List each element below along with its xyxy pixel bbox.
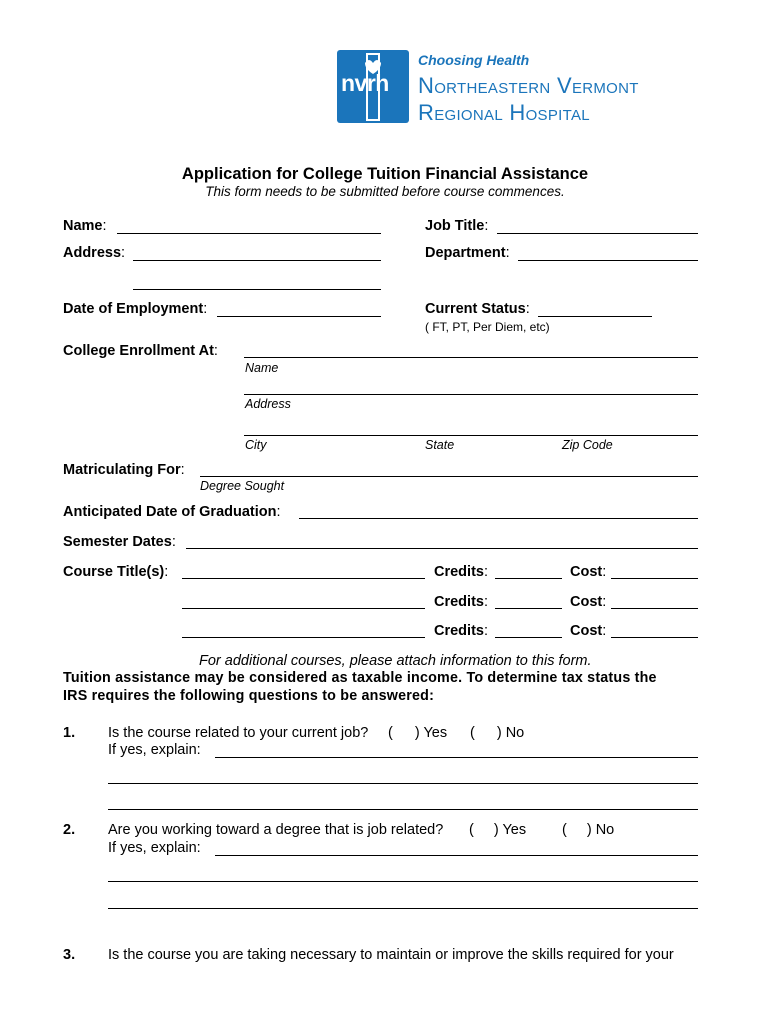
name-field[interactable] bbox=[117, 233, 381, 234]
college-enrollment-label: College Enrollment At: bbox=[63, 343, 218, 359]
question-1-no-option[interactable]: ( ) No bbox=[470, 725, 525, 741]
anticipated-graduation-label: Anticipated Date of Graduation: bbox=[63, 504, 281, 520]
question-2-explain-field[interactable] bbox=[215, 855, 698, 856]
current-status-field[interactable] bbox=[538, 316, 652, 317]
question-2-no-option[interactable]: ( ) No bbox=[562, 822, 615, 838]
question-2-explain-line2[interactable] bbox=[108, 881, 698, 882]
date-of-employment-label: Date of Employment: bbox=[63, 301, 208, 317]
question-1-explain-label: If yes, explain: bbox=[108, 742, 201, 758]
question-2-yes-option[interactable]: ( ) Yes bbox=[469, 822, 527, 838]
degree-sought-caption: Degree Sought bbox=[200, 479, 285, 493]
course-title-field-1[interactable] bbox=[182, 578, 425, 579]
current-status-hint: ( FT, PT, Per Diem, etc) bbox=[425, 320, 550, 334]
credits-field-1[interactable] bbox=[495, 578, 562, 579]
form-title: Application for College Tuition Financial Assistance bbox=[181, 165, 589, 183]
additional-courses-note: For additional courses, please attach information to this form. bbox=[199, 653, 592, 669]
question-1-yes-option[interactable]: ( ) Yes bbox=[388, 725, 448, 741]
department-field[interactable] bbox=[518, 260, 698, 261]
tax-notice-line2: IRS requires the following questions to be answered: bbox=[63, 688, 435, 704]
job-title-field[interactable] bbox=[497, 233, 698, 234]
matriculating-for-label: Matriculating For: bbox=[63, 462, 185, 478]
college-state-caption: State bbox=[425, 438, 455, 452]
hospital-logo-mark bbox=[337, 50, 409, 123]
cost-field-2[interactable] bbox=[611, 608, 698, 609]
tax-notice-line1: Tuition assistance may be considered as taxable income. To determine tax status the bbox=[63, 670, 657, 686]
logo-name-line2: Regional Hospital bbox=[418, 100, 590, 125]
credits-label-3: Credits: bbox=[434, 623, 488, 639]
question-2-number: 2. bbox=[63, 822, 76, 838]
credits-field-2[interactable] bbox=[495, 608, 562, 609]
credits-label-2: Credits: bbox=[434, 594, 488, 610]
address-field[interactable] bbox=[133, 260, 381, 261]
date-of-employment-field[interactable] bbox=[217, 316, 381, 317]
name-label: Name: bbox=[63, 218, 107, 234]
course-titles-label: Course Title(s): bbox=[63, 564, 169, 580]
question-3-number: 3. bbox=[63, 947, 76, 963]
college-city-state-zip-field[interactable] bbox=[244, 435, 698, 436]
logo-monogram: nvrh bbox=[341, 70, 389, 96]
current-status-label: Current Status: bbox=[425, 301, 530, 317]
logo-tagline: Choosing Health bbox=[418, 52, 530, 68]
question-1-number: 1. bbox=[63, 725, 76, 741]
address-field-line2[interactable] bbox=[133, 289, 381, 290]
question-1-text: Is the course related to your current job? bbox=[108, 725, 369, 741]
logo-name-line1: Northeastern Vermont bbox=[418, 73, 639, 98]
job-title-label: Job Title: bbox=[425, 218, 489, 234]
cost-label-2: Cost: bbox=[570, 594, 607, 610]
question-1-explain-line3[interactable] bbox=[108, 809, 698, 810]
college-name-field[interactable] bbox=[244, 357, 698, 358]
form-subtitle: This form needs to be submitted before course commences. bbox=[205, 184, 565, 199]
college-zip-caption: Zip Code bbox=[562, 438, 613, 452]
cost-label-3: Cost: bbox=[570, 623, 607, 639]
question-2-explain-line3[interactable] bbox=[108, 908, 698, 909]
question-1-explain-line2[interactable] bbox=[108, 783, 698, 784]
cost-field-1[interactable] bbox=[611, 578, 698, 579]
college-city-caption: City bbox=[245, 438, 267, 452]
cost-label-1: Cost: bbox=[570, 564, 607, 580]
question-2-text: Are you working toward a degree that is job related? bbox=[108, 822, 444, 838]
course-title-field-2[interactable] bbox=[182, 608, 425, 609]
college-address-caption: Address bbox=[245, 397, 291, 411]
semester-dates-field[interactable] bbox=[186, 548, 698, 549]
course-title-field-3[interactable] bbox=[182, 637, 425, 638]
credits-field-3[interactable] bbox=[495, 637, 562, 638]
cost-field-3[interactable] bbox=[611, 637, 698, 638]
semester-dates-label: Semester Dates: bbox=[63, 534, 176, 550]
matriculating-for-field[interactable] bbox=[200, 476, 698, 477]
college-name-caption: Name bbox=[245, 361, 279, 375]
address-label: Address: bbox=[63, 245, 126, 261]
question-3-text: Is the course you are taking necessary to maintain or improve the skills required for your bbox=[108, 947, 674, 963]
question-1-explain-field[interactable] bbox=[215, 757, 698, 758]
department-label: Department: bbox=[425, 245, 510, 261]
question-2-explain-label: If yes, explain: bbox=[108, 840, 201, 856]
anticipated-graduation-field[interactable] bbox=[299, 518, 698, 519]
credits-label-1: Credits: bbox=[434, 564, 488, 580]
college-address-field[interactable] bbox=[244, 394, 698, 395]
